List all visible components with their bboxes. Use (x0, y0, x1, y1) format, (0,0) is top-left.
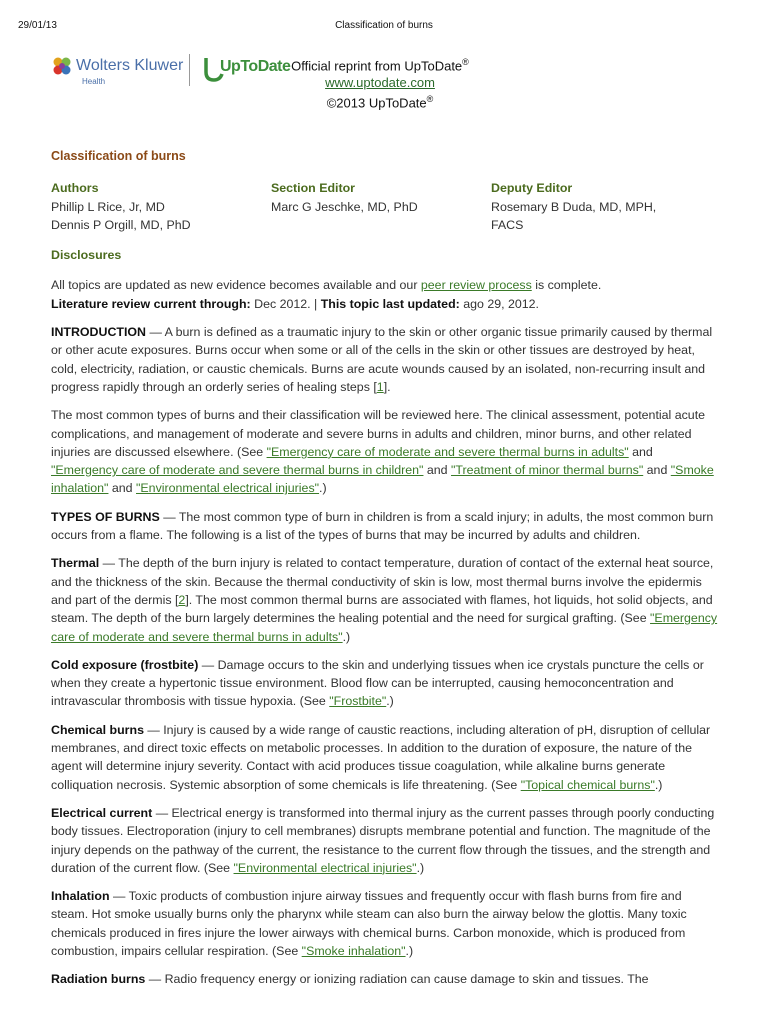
adults-burns-link[interactable]: "Emergency care of moderate and severe thermal burns in adults" (51, 611, 718, 644)
uptodate-wordmark: UpToDate (220, 58, 291, 75)
section-editor-column (271, 179, 491, 234)
deputy-editor-name: Rosemary B Duda, MD, MPH, (491, 199, 657, 214)
reference-link[interactable]: 2 (178, 592, 186, 607)
minor-burns-link[interactable]: "Treatment of minor thermal burns" (451, 463, 644, 478)
paragraph-text: .) (416, 860, 425, 875)
paragraph-text: ]. (383, 379, 391, 394)
paragraph-text: — Damage occurs to the skin and underlying tissues when ice crystals puncture the cells or when they create a hypertonic tissue environment. Blood flow can be interrupted, causing hemoconcentration and intravascular thrombosis with tissue hypoxia. (See (51, 657, 704, 709)
section-editor-name: Marc G Jeschke, MD, PhD (271, 199, 418, 214)
chemical-burns-heading: Chemical burns (51, 722, 144, 737)
radiation-burns-paragraph (51, 970, 721, 988)
paragraph-text: — Toxic products of combustion injure airway tissues and frequently occur with flash burns from fire and steam. Hot smoke usually burns only the pharynx while steam can also burn the airway below the glottis. Many toxic chemicals produced in fires injure the lower airways with chemical burns. Carbon monoxide, which is produced from combustion, impairs cellular respiration. (See (51, 889, 687, 958)
paragraph-text: — Radio frequency energy or ionizing radiation can cause damage to skin and tissues. The (145, 972, 649, 987)
paragraph-text: — Electrical energy is transformed into thermal injury as the current passes through poorly conducting body tissues. Electroporation (injury to cell membranes) disrupts membrane potential and function. The magnitude of the injury depends on the pathway of the current, the resistance to the current flow through the tissues, and the strength and duration of the current flow. (See (51, 805, 715, 875)
paragraph-text: .) (386, 694, 394, 709)
electrical-current-heading: Electrical current (51, 805, 153, 820)
paragraph-text: and (628, 444, 653, 459)
cold-exposure-paragraph (51, 656, 721, 711)
radiation-burns-heading: Radiation burns (51, 972, 146, 987)
last-updated-value: ago 29, 2012. (459, 296, 539, 311)
reprint-notice (260, 54, 500, 112)
author-name: Phillip L Rice, Jr, MD (51, 199, 165, 214)
types-heading: TYPES OF BURNS (51, 509, 160, 524)
paragraph-text: The most common types of burns and their classification will be reviewed here. The clinical assessment, potential acute complications, and management of moderate and severe burns in adults and children, minor burns, and other related injuries are discussed elsewhere. (See (51, 408, 706, 459)
paragraph-text: and (423, 463, 452, 478)
children-burns-link[interactable]: "Emergency care of moderate and severe thermal burns in children" (51, 463, 424, 478)
authors-heading: Authors (51, 181, 99, 196)
electrical-current-paragraph (51, 804, 721, 877)
paragraph-text: ]. The most common thermal burns are associated with flames, hot liquids, hot solid objects, and steam. The depth of the burn largely determines the healing potential and the need for surgical grafting. (See (51, 592, 713, 626)
types-paragraph (51, 508, 721, 545)
article-content (51, 147, 721, 999)
wolters-kluwer-health: Health (82, 77, 106, 86)
paragraph-text: — The most common type of burn in children is from a scald injury; in adults, the most common burn occurs from a flame. The following is a list of the types of burns that may be incurred by adults and children. (51, 509, 714, 543)
article-title: Classification of burns (51, 149, 186, 163)
thermal-heading: Thermal (51, 556, 100, 571)
last-updated-label: This topic last updated: (320, 296, 460, 311)
registered-mark: ® (462, 57, 469, 67)
paragraph-text: and (643, 463, 671, 478)
deputy-editor-column (491, 179, 711, 234)
author-name: Dennis P Orgill, MD, PhD (51, 217, 191, 232)
inhalation-paragraph (51, 887, 721, 960)
wolters-kluwer-mark-icon (52, 56, 72, 76)
chemical-burns-paragraph (51, 721, 721, 794)
update-text: All topics are updated as new evidence becomes available and our (51, 278, 421, 293)
print-date: 29/01/13 (18, 20, 57, 31)
authors-column (51, 179, 271, 234)
inhalation-heading: Inhalation (51, 889, 110, 904)
paragraph-text: — Injury is caused by a wide range of caustic reactions, including alteration of pH, disruption of cellular membranes, and direct toxic effects on metabolic processes. In addition to the duration of exposure, the nature of the agent will determine injury severity. Contact with acid produces tissue coagulation, while alkaline burns generate colliquation necrosis. Systemic absorption of some chemicals is life threatening. (See (51, 722, 711, 792)
wolters-kluwer-logo (52, 54, 182, 88)
paragraph-text: .) (319, 481, 327, 496)
reference-link[interactable]: 1 (376, 379, 384, 394)
section-editor-heading: Section Editor (271, 181, 355, 196)
chemical-burns-link[interactable]: "Topical chemical burns" (520, 777, 655, 792)
cold-exposure-heading: Cold exposure (frostbite) (51, 657, 199, 672)
thermal-paragraph (51, 554, 721, 645)
wolters-kluwer-wordmark: Wolters Kluwer (76, 57, 184, 74)
reprint-line: Official reprint from UpToDate (291, 58, 463, 74)
contributors (51, 179, 721, 234)
copyright-line: ©2013 UpToDate (326, 95, 427, 111)
paragraph-text: .) (342, 629, 351, 644)
paragraph-text: — The depth of the burn injury is related to contact temperature, duration of contact of the external heat source, and the thickness of the skin. Because the thermal conductivity of skin is low, most thermal burns involve the epidermis and part of the dermis [ (51, 556, 714, 607)
paragraph-text: .) (405, 943, 414, 958)
electrical-injuries-link[interactable]: "Environmental electrical injuries" (136, 481, 320, 496)
adults-burns-link[interactable]: "Emergency care of moderate and severe thermal burns in adults" (266, 444, 629, 459)
introduction-text: — A burn is defined as a traumatic injury to the skin or other organic tissue primarily caused by thermal or other acute exposures. Burns occur when some or all of the cells in the skin or other tissues are destroyed by heat, cold, electricity, radiation, or caustic chemicals. Burns are acute wounds caused by an isolated, non-recurring insult and progress rapidly through an orderly series of healing steps [ (51, 325, 713, 394)
frostbite-link[interactable]: "Frostbite" (329, 694, 387, 709)
peer-review-link[interactable]: peer review process (420, 278, 532, 293)
disclosures-heading: Disclosures (51, 248, 122, 263)
update-notice (51, 276, 721, 313)
paragraph-text: and (108, 481, 137, 496)
deputy-editor-name: FACS (491, 217, 524, 232)
smoke-inhalation-link[interactable]: "Smoke inhalation" (51, 463, 714, 496)
paragraph-text: .) (654, 777, 663, 792)
lit-review-label: Literature review current through: (51, 296, 251, 311)
print-title: Classification of burns (335, 20, 433, 31)
registered-mark: ® (426, 94, 434, 105)
lit-review-value: Dec 2012. | (250, 296, 321, 311)
electrical-injuries-link[interactable]: "Environmental electrical injuries" (233, 860, 417, 875)
uptodate-url-link[interactable]: www.uptodate.com (325, 75, 435, 91)
update-text: is complete. (531, 278, 602, 293)
introduction-paragraph (51, 323, 721, 396)
deputy-editor-heading: Deputy Editor (491, 181, 573, 196)
common-types-paragraph (51, 406, 721, 497)
smoke-inhalation-link[interactable]: "Smoke inhalation" (301, 943, 406, 958)
logo-divider (189, 54, 190, 86)
introduction-heading: INTRODUCTION (51, 325, 146, 340)
